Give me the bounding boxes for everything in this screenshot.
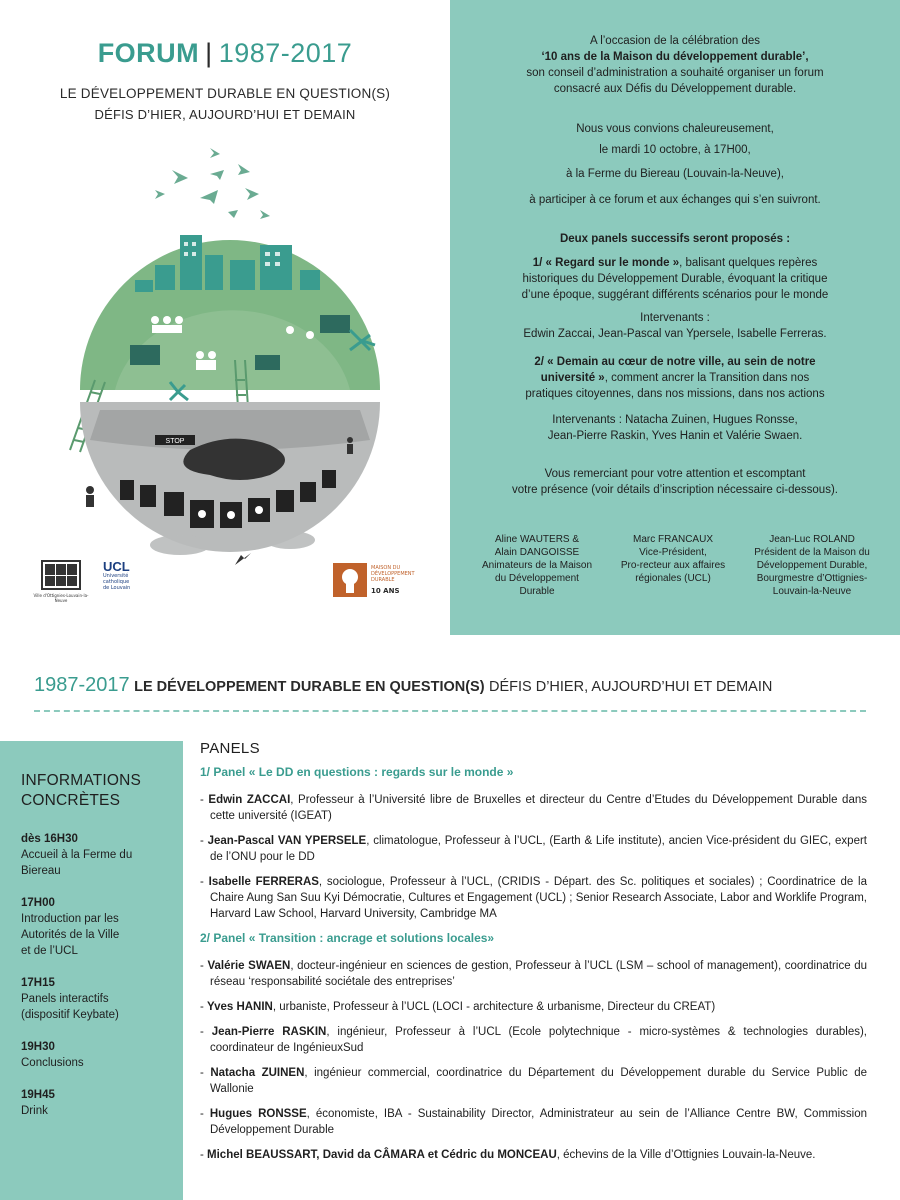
schedule-time: 19H45: [21, 1089, 55, 1101]
title-separator: |: [205, 38, 213, 68]
schedule-text: (dispositif Keybate): [21, 1009, 119, 1021]
speaker-item: - Edwin ZACCAI, Professeur à l’Université libre de Bruxelles et directeur du Centre d’Etudes du Développement Durable dans cette université (IGEAT): [200, 794, 867, 822]
panel2-speakers-summary: [470, 412, 880, 444]
speaker-item: - Isabelle FERRERAS, sociologue, Professeur à l’UCL, (CRIDIS - Départ. des Sc. politiques et sociales) ; Coordinatrice de la Chaire Aung San Suu Kyi Démocratie, Cultures et Engagement (UCL) ; Senior Research Associate, Labor and Worklife Program, Harvard Law School, Harvard University, Cambridge MA: [200, 876, 867, 920]
speaker-desc: , urbaniste, Professeur à l’UCL (LOCI - architecture & urbanisme, Directeur du CREAT): [272, 1001, 716, 1013]
mdd-logo-line2: DÉVELOPPEMENT: [371, 571, 415, 577]
section-title-years: 1987-2017: [34, 674, 130, 696]
forum-subtitle-2: DÉFIS D’HIER, AUJOURD’HUI ET DEMAIN: [94, 107, 356, 122]
signature-line: Aline WAUTERS &: [494, 534, 580, 545]
panel1-summary-text: historiques du Développement Durable, évoquant la critique: [522, 273, 828, 285]
forum-label: FORUM: [97, 38, 200, 68]
panel1-summary: [470, 255, 880, 303]
section-title-main: LE DÉVELOPPEMENT DURABLE EN QUESTION(S): [134, 679, 485, 695]
ucl-logo-text: UCL: [103, 559, 130, 574]
signature-president: [742, 533, 882, 598]
two-panels-heading: [470, 231, 880, 247]
speaker-name: Michel BEAUSSART, David da CÂMARA et Cédric du MONCEAU: [207, 1149, 557, 1161]
speaker-item: - Jean-Pierre RASKIN, ingénieur, Professeur à l’UCL (Ecole polytechnique - micro-systèmes & technologies durables), coordinateur de IngénieuxSud: [200, 1026, 867, 1054]
speaker-desc: , échevins de la Ville d’Ottignies Louvain-la-Neuve.: [556, 1149, 816, 1161]
event-date: le mardi 10 octobre, à 17H00,: [599, 144, 751, 156]
panel1-summary-text: d’une époque, suggérant différents scénarios pour le monde: [521, 289, 829, 301]
signature-line: Président de la Maison du: [754, 547, 870, 558]
signature-line: Bourgmestre d’Ottignies-: [756, 573, 868, 584]
speaker-name: Jean-Pascal VAN YPERSELE: [207, 835, 367, 847]
panel1-summary-text: , balisant quelques repères: [679, 257, 818, 269]
signature-vice-president: [608, 533, 738, 585]
signature-line: du Développement: [495, 573, 579, 584]
signature-line: Louvain-la-Neuve: [772, 586, 852, 597]
ville-logo-caption: Ville d'Ottignies-Louvain-la-Neuve: [33, 593, 89, 603]
signature-organizers: [472, 533, 602, 598]
panel2-summary: [470, 354, 880, 402]
schedule-text: Introduction par les: [21, 913, 119, 925]
panel2-summary-text: pratiques citoyennes, dans nos missions, dans nos actions: [525, 388, 825, 400]
forum-subtitle: LE DÉVELOPPEMENT DURABLE EN QUESTION(S): [59, 86, 391, 101]
schedule-text: Drink: [21, 1105, 48, 1117]
speaker-desc: , sociologue, Professeur à l’UCL, (CRIDIS - Départ. des Sc. politiques et sociales) ; Coordinatrice de la Chaire Aung San Suu Kyi Démocratie, Cultures et Engagement (UCL) ; Senior Research Associate, Labor and Worklife Program, Harvard Law School, Harvard University, Cambridge MA: [210, 876, 867, 920]
intro-line: consacré aux Défis du Développement durable.: [553, 83, 797, 95]
signature-line: Pro-recteur aux affaires: [620, 560, 726, 571]
birds-icon: [155, 148, 270, 219]
ucl-logo-line3: de Louvain: [103, 585, 131, 591]
practical-info-title: [21, 771, 183, 811]
mdd-logo-icon: [333, 563, 367, 597]
speaker-name: Valérie SWAEN: [207, 960, 291, 972]
speaker-item: - Natacha ZUINEN, ingénieur commercial, coordinatrice du Département du Développement durable du Service Public de Wallonie: [200, 1067, 867, 1095]
invitation-intro: [470, 33, 880, 97]
ucl-logo-line1: Université: [103, 573, 129, 579]
invitation-convions: Nous vous convions chaleureusement,: [576, 123, 774, 135]
thanks-text: [470, 466, 880, 498]
schedule-time: 17H00: [21, 897, 55, 909]
globe-illustration: [60, 140, 400, 570]
mdd-logo: [333, 563, 423, 601]
signature-line: Marc FRANCAUX: [632, 534, 713, 545]
speaker-item: - Jean-Pascal VAN YPERSELE, climatologue, Professeur à l’UCL, (Earth & Life institute), ancien Vice-président du GIEC, expert de l’ONU pour le DD: [200, 835, 867, 863]
mdd-logo-line1: MAISON DU: [371, 565, 401, 571]
invitation-participate: à participer à ce forum et aux échanges qui s’en suivront.: [529, 194, 821, 206]
panels-title: PANELS: [200, 740, 260, 757]
signature-line: Alain DANGOISSE: [494, 547, 580, 558]
schedule-text: Accueil à la Ferme du: [21, 849, 133, 861]
speaker-name: Jean-Pierre RASKIN: [211, 1026, 327, 1038]
practical-info-title-line: INFORMATIONS: [21, 772, 142, 789]
schedule-text: Biereau: [21, 865, 61, 877]
section-title: [34, 674, 874, 697]
hero-left-panel: [0, 0, 450, 635]
speaker-item: - Valérie SWAEN, docteur-ingénieur en sciences de gestion, Professeur à l’UCL (LSM – school of management), coordinatrice du réseau ‘responsabilité sociétale des entreprises’: [200, 960, 867, 988]
ville-logo: [30, 560, 92, 606]
mdd-logo-line3: DURABLE: [371, 577, 395, 583]
speaker-name: Hugues RONSSE: [209, 1108, 307, 1120]
speakers-list: Edwin Zaccai, Jean-Pascal van Ypersele, Isabelle Ferreras.: [523, 328, 827, 340]
dashed-divider: [34, 710, 866, 712]
speakers-list: Intervenants : Natacha Zuinen, Hugues Ronsse,: [552, 414, 798, 426]
speaker-name: Natacha ZUINEN: [210, 1067, 305, 1079]
speakers-label: Intervenants :: [640, 312, 710, 324]
schedule-text: Conclusions: [21, 1057, 84, 1069]
speaker-item: - Hugues RONSSE, économiste, IBA - Sustainability Director, Administrateur au sein de l’Alliance Centre BW, Commission Développement Durable: [200, 1108, 867, 1136]
panels-section: [200, 740, 867, 1172]
schedule-text: Panels interactifs: [21, 993, 109, 1005]
stop-sign: STOP: [165, 438, 185, 445]
signature-line: Développement Durable,: [756, 560, 868, 571]
panel1-summary-title: 1/ « Regard sur le monde »: [532, 257, 680, 269]
mdd-logo-10ans: 10 ANS: [371, 587, 400, 595]
thanks-line: votre présence (voir détails d’inscription nécessaire ci-dessous).: [512, 484, 838, 496]
signature-line: Animateurs de la Maison: [481, 560, 593, 571]
schedule-text: Autorités de la Ville: [21, 929, 120, 941]
intro-line-bold: ‘10 ans de la Maison du développement durable’,: [541, 51, 809, 63]
speaker-desc: , ingénieur, Professeur à l’UCL (Ecole polytechnique - micro-systèmes & technologies durables), coordinateur de IngénieuxSud: [210, 1026, 867, 1054]
signature-line: Durable: [519, 586, 555, 597]
section-title-rest: DÉFIS D’HIER, AUJOURD’HUI ET DEMAIN: [489, 679, 773, 695]
schedule-item: [21, 975, 183, 1023]
practical-info-title-line: CONCRÈTES: [21, 792, 121, 809]
ucl-logo-line2: catholique: [103, 579, 130, 585]
schedule-item: [21, 831, 183, 879]
event-place: à la Ferme du Biereau (Louvain-la-Neuve),: [566, 168, 784, 180]
ucl-logo: [103, 560, 143, 591]
practical-info-box: [0, 741, 183, 1200]
speaker-desc: , docteur-ingénieur en sciences de gestion, Professeur à l’UCL (LSM – school of management), coordinatrice du réseau ‘responsabilité sociétale des entreprises’: [210, 960, 867, 988]
speaker-desc: , économiste, IBA - Sustainability Director, Administrateur au sein de l’Alliance Centre BW, Commission Développement Durable: [210, 1108, 867, 1136]
schedule-item: [21, 1087, 183, 1119]
panel2-summary-text: , comment ancrer la Transition dans nos: [604, 372, 810, 384]
speaker-name: Edwin ZACCAI: [208, 794, 291, 806]
speaker-name: Yves HANIN: [207, 1001, 273, 1013]
panel1-speakers-summary: [470, 310, 880, 342]
schedule-item: [21, 1039, 183, 1071]
panel2-summary-title: 2/ « Demain au cœur de notre ville, au sein de notre: [534, 356, 816, 368]
speaker-desc: , Professeur à l’Université libre de Bruxelles et directeur du Centre d’Etudes du Développement Durable dans cette université (IGEAT): [210, 794, 867, 822]
schedule-text: et de l’UCL: [21, 945, 78, 957]
thanks-line: Vous remerciant pour votre attention et escomptant: [544, 468, 806, 480]
speaker-desc: , climatologue, Professeur à l’UCL, (Earth & Life institute), ancien Vice-président du GIEC, expert de l’ONU pour le DD: [210, 835, 867, 863]
speakers-list: Jean-Pierre Raskin, Yves Hanin et Valérie Swaen.: [547, 430, 803, 442]
two-panels-text: Deux panels successifs seront proposés :: [559, 233, 791, 245]
schedule-time: dès 16H30: [21, 833, 78, 845]
panel2-heading: 2/ Panel « Transition : ancrage et solutions locales»: [200, 931, 495, 945]
intro-line: A l’occasion de la célébration des: [589, 35, 761, 47]
signature-line: régionales (UCL): [635, 573, 711, 584]
speaker-desc: , ingénieur commercial, coordinatrice du Département du Développement durable du Service Public de Wallonie: [210, 1067, 867, 1095]
signature-line: Vice-Président,: [639, 547, 707, 558]
signature-line: Jean-Luc ROLAND: [769, 534, 855, 545]
schedule-time: 19H30: [21, 1041, 55, 1053]
panel2-summary-title: université »: [540, 372, 605, 384]
speaker-name: Isabelle FERRERAS: [208, 876, 319, 888]
panel1-heading: 1/ Panel « Le DD en questions : regards sur le monde »: [200, 765, 514, 779]
forum-title: [0, 38, 450, 69]
speaker-item: - Michel BEAUSSART, David da CÂMARA et Cédric du MONCEAU, échevins de la Ville d’Ottignies Louvain-la-Neuve.: [200, 1149, 816, 1161]
speaker-item: - Yves HANIN, urbaniste, Professeur à l’UCL (LOCI - architecture & urbanisme, Directeur du CREAT): [200, 1001, 716, 1013]
intro-line: son conseil d’administration a souhaité organiser un forum: [526, 67, 824, 79]
forum-years: 1987-2017: [218, 38, 353, 68]
schedule-time: 17H15: [21, 977, 55, 989]
schedule-item: [21, 895, 183, 959]
